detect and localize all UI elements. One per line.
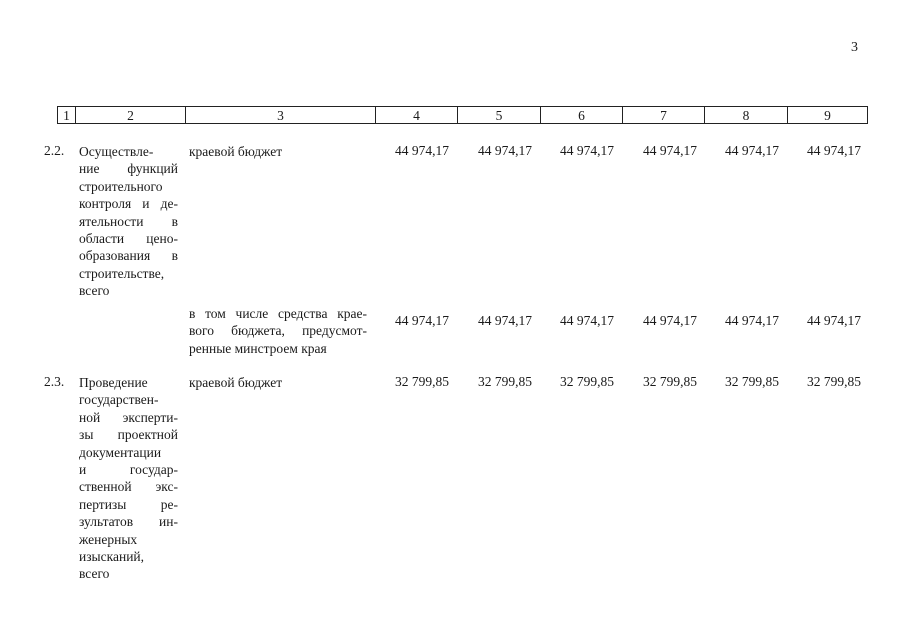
- row-title-line: всего: [79, 566, 110, 582]
- row-title-line: ние функций: [79, 161, 178, 177]
- column-number: 9: [787, 107, 867, 123]
- row-title: [79, 143, 178, 300]
- row-title-line: Проведение: [79, 375, 148, 390]
- row-title-line: пертизы ре-: [79, 496, 178, 512]
- row-title-line: образования в: [79, 248, 178, 264]
- row-title-line: всего: [79, 283, 110, 299]
- row-title-line: строительстве,: [79, 265, 165, 281]
- value-cell: 44 974,17: [395, 143, 449, 158]
- column-number: 5: [457, 107, 540, 123]
- value-cell: 44 974,17: [478, 143, 532, 158]
- value-cell: 32 799,85: [560, 374, 614, 389]
- value-cell: 32 799,85: [643, 374, 697, 389]
- column-number: 8: [704, 107, 787, 123]
- row-title-line: строительного: [79, 178, 163, 194]
- value-cell: 32 799,85: [807, 374, 861, 389]
- row-title-line: ной эксперти-: [79, 409, 178, 425]
- funding-source-line: краевой бюджет: [189, 144, 283, 159]
- funding-source-line: в том числе средства крае-: [189, 306, 367, 321]
- value-cell: 44 974,17: [643, 143, 697, 158]
- funding-source: [189, 143, 367, 160]
- funding-source-line: краевой бюджет: [189, 375, 283, 390]
- funding-source-line: ренные минстроем края: [189, 340, 327, 356]
- funding-source-line: вого бюджета, предусмот-: [189, 323, 367, 339]
- row-title-line: ятельности в: [79, 213, 178, 229]
- value-cell: 44 974,17: [725, 143, 779, 158]
- row-title: [79, 374, 178, 583]
- row-title-line: государствен-: [79, 392, 159, 408]
- column-number-row: [57, 106, 868, 124]
- funding-source: [189, 305, 367, 357]
- column-number: 3: [185, 107, 375, 123]
- row-title-line: области цено-: [79, 230, 178, 246]
- value-cell: 32 799,85: [478, 374, 532, 389]
- value-cell: 44 974,17: [560, 143, 614, 158]
- value-cell: 44 974,17: [643, 313, 697, 328]
- value-cell: 32 799,85: [725, 374, 779, 389]
- funding-source: [189, 374, 367, 391]
- column-number: 1: [63, 108, 70, 123]
- row-title-line: изысканий,: [79, 548, 145, 564]
- value-cell: 44 974,17: [395, 313, 449, 328]
- value-cell: 44 974,17: [725, 313, 779, 328]
- value-cell: 44 974,17: [560, 313, 614, 328]
- row-title-line: зультатов ин-: [79, 514, 178, 530]
- row-title-line: ственной экс-: [79, 479, 178, 495]
- value-cell: 32 799,85: [395, 374, 449, 389]
- page-number: 3: [851, 40, 858, 55]
- row-number: 2.2.: [44, 143, 65, 158]
- value-cell: 44 974,17: [807, 143, 861, 158]
- column-number: 4: [375, 107, 457, 123]
- row-title-line: и государ-: [79, 461, 178, 477]
- value-cell: 44 974,17: [478, 313, 532, 328]
- column-number: 2: [75, 107, 185, 123]
- value-cell: 44 974,17: [807, 313, 861, 328]
- row-title-line: документации: [79, 444, 162, 460]
- column-number: 6: [540, 107, 622, 123]
- row-title-line: Осуществле-: [79, 144, 154, 159]
- column-number: 7: [622, 107, 704, 123]
- row-title-line: женерных: [79, 531, 138, 547]
- row-number: 2.3.: [44, 374, 65, 389]
- row-title-line: зы проектной: [79, 427, 178, 443]
- row-title-line: контроля и де-: [79, 196, 178, 212]
